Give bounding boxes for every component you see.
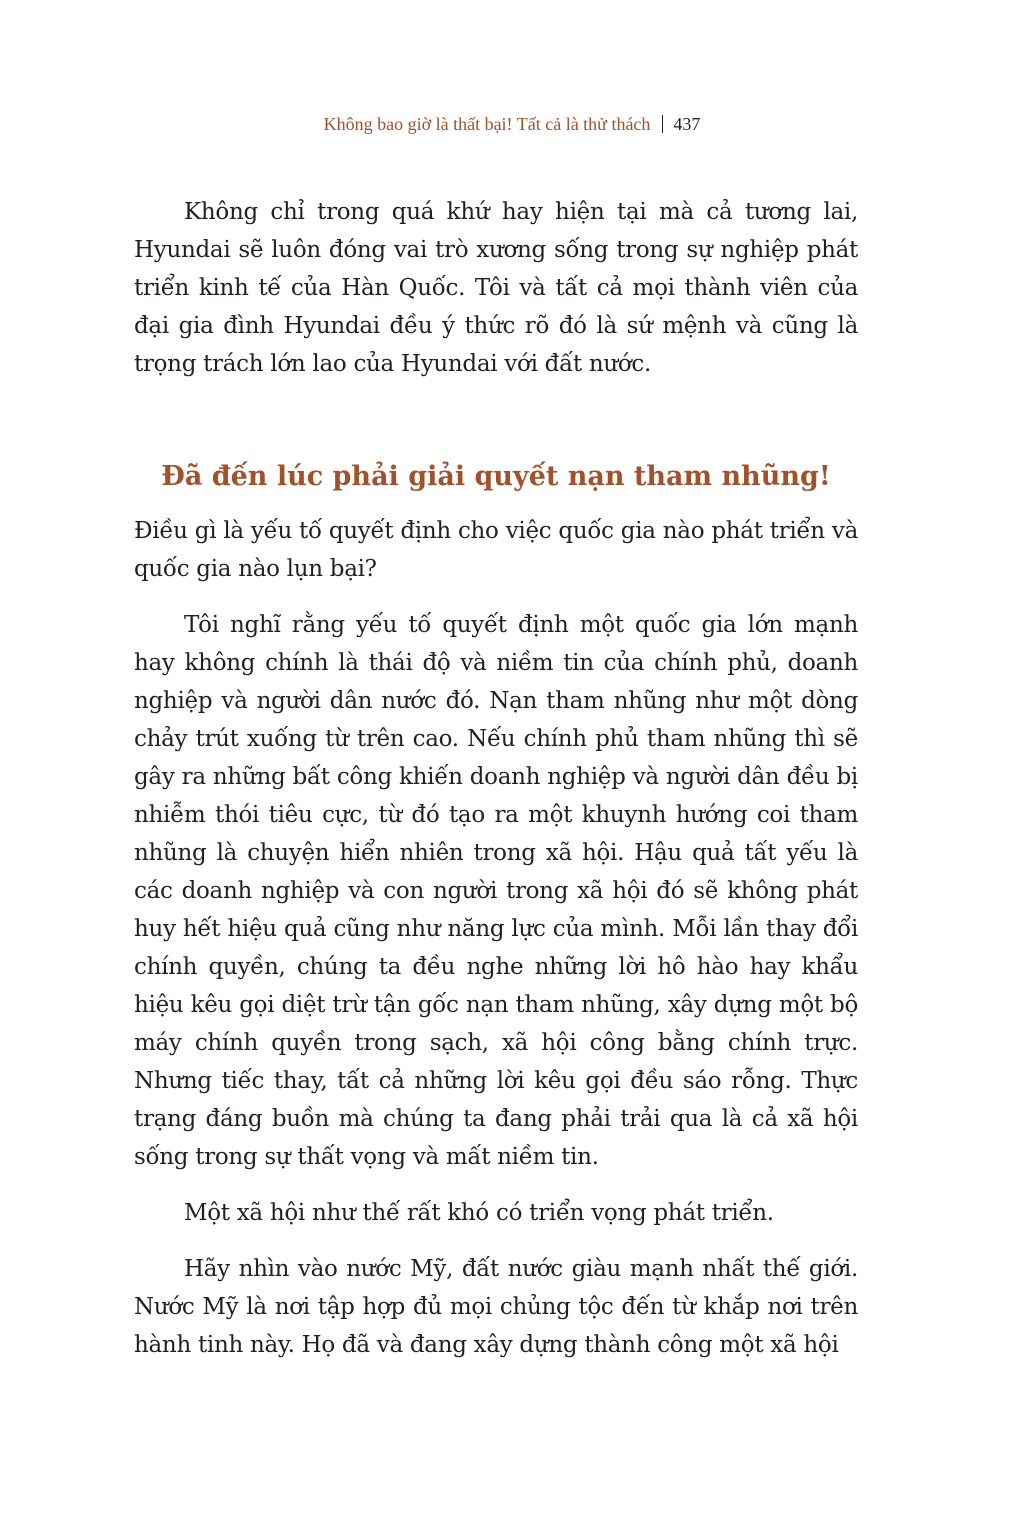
paragraph-3: Tôi nghĩ rằng yếu tố quyết định một quốc gia lớn mạnh hay không chính là thái độ và niềm tin của chính phủ, doanh nghiệp và người dân nước đó. Nạn tham nhũng như một dòng chảy trút xuống từ trên cao. Nếu chính phủ tham nhũng thì sẽ gây ra những bất công khiến doanh nghiệp và người dân đều bị nhiễm thói tiêu cực, từ đó tạo ra một khuynh hướng coi tham nhũng là chuyện hiển nhiên trong xã hội. Hậu quả tất yếu là các doanh nghiệp và con người trong xã hội đó sẽ không phát huy hết hiệu quả cũng như năng lực của mình. Mỗi lần thay đổi chính quyền, chúng ta đều nghe những lời hô hào hay khẩu hiệu kêu gọi diệt trừ tận gốc nạn tham nhũng, xây dựng một bộ máy chính quyền trong sạch, xã hội công bằng chính trực. Nhưng tiếc thay, tất cả những lời kêu gọi đều sáo rỗng. Thực trạng đáng buồn mà chúng ta đang phải trải qua là cả xã hội sống trong sự thất vọng và mất niềm tin. — [134, 612, 858, 1170]
running-header — [0, 112, 1024, 136]
paragraph-4: Một xã hội như thế rất khó có triển vọng phát triển. — [184, 1200, 774, 1226]
running-title: Không bao giờ là thất bại! Tất cả là thử thách — [323, 114, 651, 134]
page-body — [134, 193, 858, 1364]
page-number: 437 — [673, 114, 701, 134]
paragraph-2: Điều gì là yếu tố quyết định cho việc quốc gia nào phát triển và quốc gia nào lụn bại? — [134, 518, 858, 582]
paragraph-1: Không chỉ trong quá khứ hay hiện tại mà cả tương lai, Hyundai sẽ luôn đóng vai trò xương sống trong sự nghiệp phát triển kinh tế của Hàn Quốc. Tôi và tất cả mọi thành viên của đại gia đình Hyundai đều ý thức rõ đó là sứ mệnh và cũng là trọng trách lớn lao của Hyundai với đất nước. — [134, 199, 858, 377]
header-divider — [662, 115, 663, 133]
paragraph-5: Hãy nhìn vào nước Mỹ, đất nước giàu mạnh nhất thế giới. Nước Mỹ là nơi tập hợp đủ mọi chủng tộc đến từ khắp nơi trên hành tinh này. Họ đã và đang xây dựng thành công một xã hội — [134, 1256, 858, 1358]
section-heading: Đã đến lúc phải giải quyết nạn tham nhũng! — [161, 461, 831, 492]
